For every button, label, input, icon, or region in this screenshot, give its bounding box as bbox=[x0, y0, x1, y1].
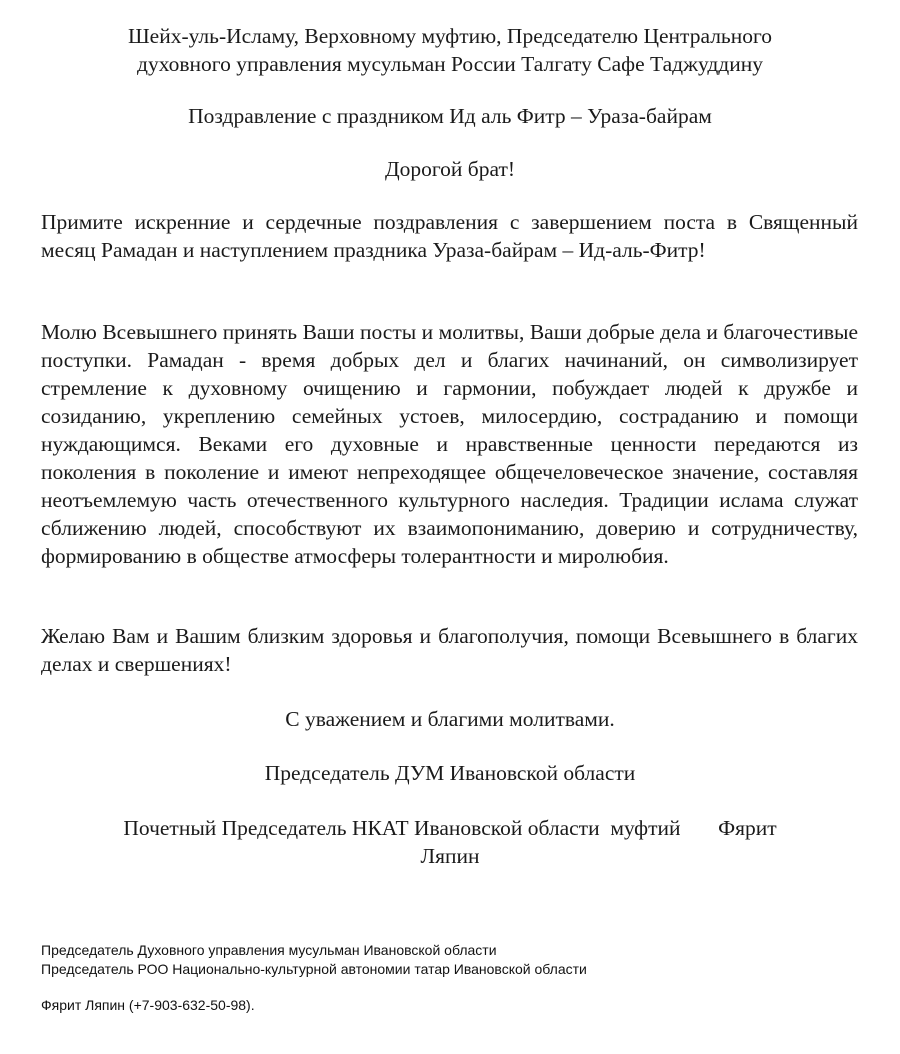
paragraph-prayer: Молю Всевышнего принять Ваши посты и молитвы, Ваши добрые дела и благочестивые поступки. Рамадан - время добрых дел и благих начинаний, он символизирует стремление к духовному очищению и гармонии, побуждает людей к дружбе и созиданию, укреплению семейных устоев, милосердию, состраданию и помощи нуждающимся. Веками его духовные и нравственные ценности передаются из поколения в поколение и имеют непреходящее общечеловеческое значение, составляя неотъемлемую часть отечественного культурного наследия. Традиции ислама служат сближению людей, способствуют их взаимопониманию, доверию и сотрудничеству, формированию в обществе атмосферы толерантности и миролюбия. bbox=[41, 320, 858, 568]
greeting: Дорогой брат! bbox=[384, 157, 516, 181]
signature-line-2: Ляпин bbox=[420, 844, 480, 868]
closing: С уважением и благими молитвами. bbox=[285, 707, 615, 731]
letter-subject: Поздравление с праздником Ид аль Фитр – Ураза-байрам bbox=[188, 104, 712, 128]
footer-title-2: Председатель РОО Национально-культурной автономии татар Ивановской области bbox=[41, 961, 587, 977]
addressee-line-1: Шейх-уль-Исламу, Верховному муфтию, Председателю Центрального bbox=[127, 24, 773, 48]
chairman-line: Председатель ДУМ Ивановской области bbox=[264, 761, 636, 785]
footer-contact: Фярит Ляпин (+7-903-632-50-98). bbox=[41, 997, 255, 1013]
footer-title-1: Председатель Духовного управления мусульман Ивановской области bbox=[41, 942, 497, 958]
addressee-line-2: духовного управления мусульман России Талгату Сафе Таджуддину bbox=[137, 52, 763, 76]
paragraph-wishes: Желаю Вам и Вашим близким здоровья и благополучия, помощи Всевышнего в благих делах и свершениях! bbox=[41, 624, 858, 676]
addressee bbox=[40, 22, 860, 78]
signature bbox=[40, 814, 860, 870]
paragraph-congratulations: Примите искренние и сердечные поздравления с завершением поста в Священный месяц Рамадан и наступлением праздника Ураза-байрам – Ид-аль-Фитр! bbox=[41, 210, 858, 262]
signature-line-1: Почетный Председатель НКАТ Ивановской области муфтий Фярит bbox=[123, 816, 777, 840]
